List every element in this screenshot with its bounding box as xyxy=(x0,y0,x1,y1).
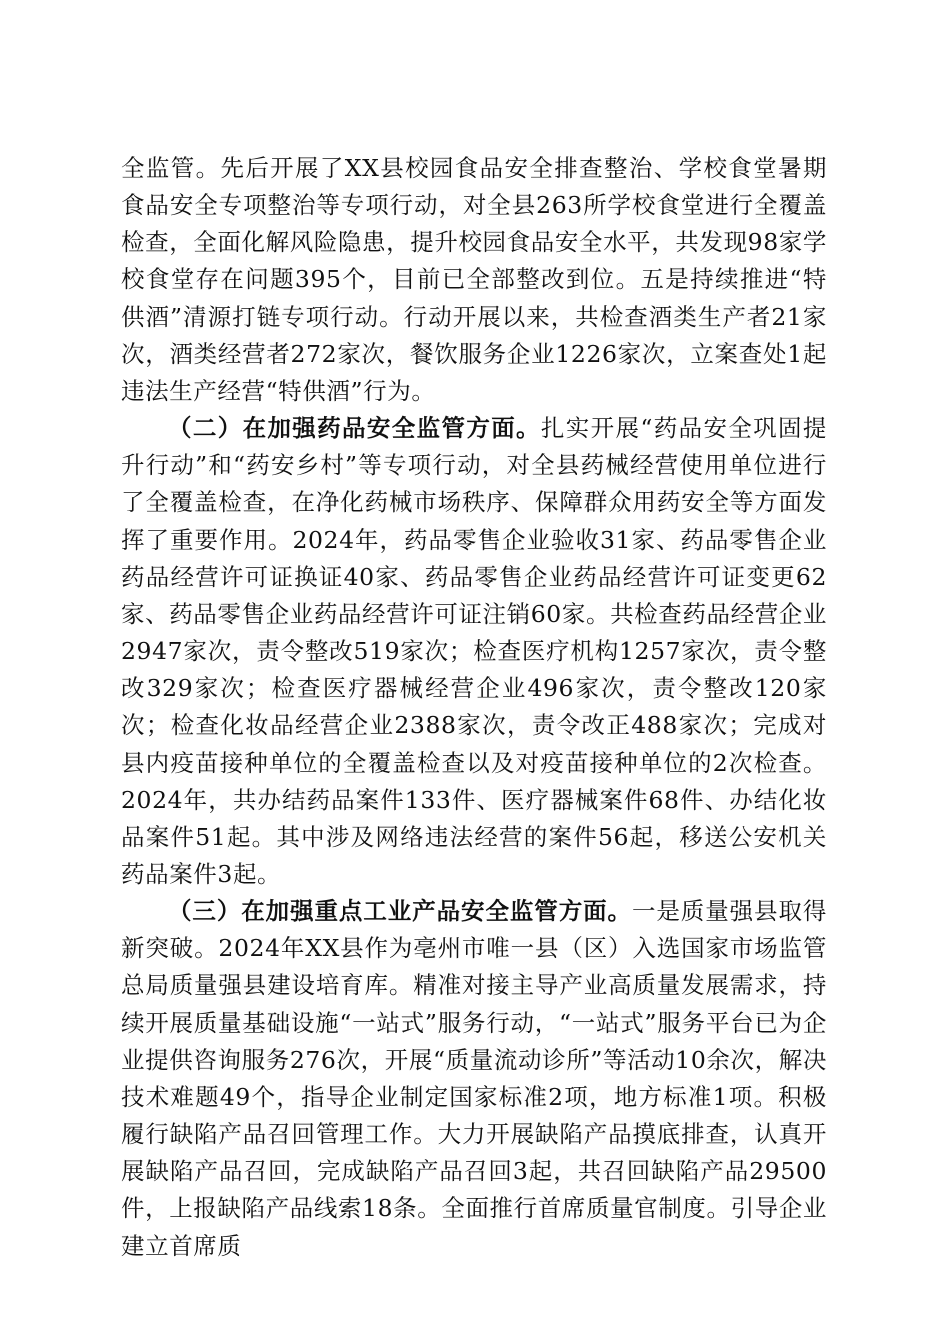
paragraph-drug-safety xyxy=(121,410,827,893)
paragraph-text: 一是质量强县取得新突破。2024年XX县作为亳州市唯一县（区）入选国家市场监管总局质量强县建设培育库。精准对接主导产业高质量发展需求，持续开展质量基础设施“一站式”服务行动，“一站式”服务平台已为企业提供咨询服务276次，开展“质量流动诊所”等活动10余次，解决技术难题49个，指导企业制定国家标准2项，地方标准1项。积极履行缺陷产品召回管理工作。大力开展缺陷产品摸底排查，认真开展缺陷产品召回，完成缺陷产品召回3起，共召回缺陷产品29500件，上报缺陷产品线索18条。全面推行首席质量官制度。引导企业建立首席质 xyxy=(121,897,827,1260)
document-body xyxy=(121,150,827,1265)
paragraph-continuation xyxy=(121,150,827,410)
section-heading-drug-safety: （二）在加强药品安全监管方面。 xyxy=(168,414,541,443)
paragraph-text: 全监管。先后开展了XX县校园食品安全排查整治、学校食堂暑期食品安全专项整治等专项行动，对全县263所学校食堂进行全覆盖检查，全面化解风险隐患，提升校园食品安全水平，共发现98家学校食堂存在问题395个，目前已全部整改到位。五是持续推进“特供酒”清源打链专项行动。行动开展以来，共检查酒类生产者21家次，酒类经营者272家次，餐饮服务企业1226家次，立案查处1起违法生产经营“特供酒”行为。 xyxy=(121,154,827,405)
paragraph-industrial-products xyxy=(121,893,827,1265)
paragraph-text: 扎实开展“药品安全巩固提升行动”和“药安乡村”等专项行动，对全县药械经营使用单位进行了全覆盖检查，在净化药械市场秩序、保障群众用药安全等方面发挥了重要作用。2024年，药品零售企业验收31家、药品零售企业药品经营许可证换证40家、药品零售企业药品经营许可证变更62家、药品零售企业药品经营许可证注销60家。共检查药品经营企业2947家次，责令整改519家次；检查医疗机构1257家次，责令整改329家次；检查医疗器械经营企业496家次，责令整改120家次；检查化妆品经营企业2388家次，责令改正488家次；完成对县内疫苗接种单位的全覆盖检查以及对疫苗接种单位的2次检查。2024年，共办结药品案件133件、医疗器械案件68件、办结化妆品案件51起。其中涉及网络违法经营的案件56起，移送公安机关药品案件3起。 xyxy=(121,414,828,888)
section-heading-industrial-products: （三）在加强重点工业产品安全监管方面。 xyxy=(168,897,632,926)
